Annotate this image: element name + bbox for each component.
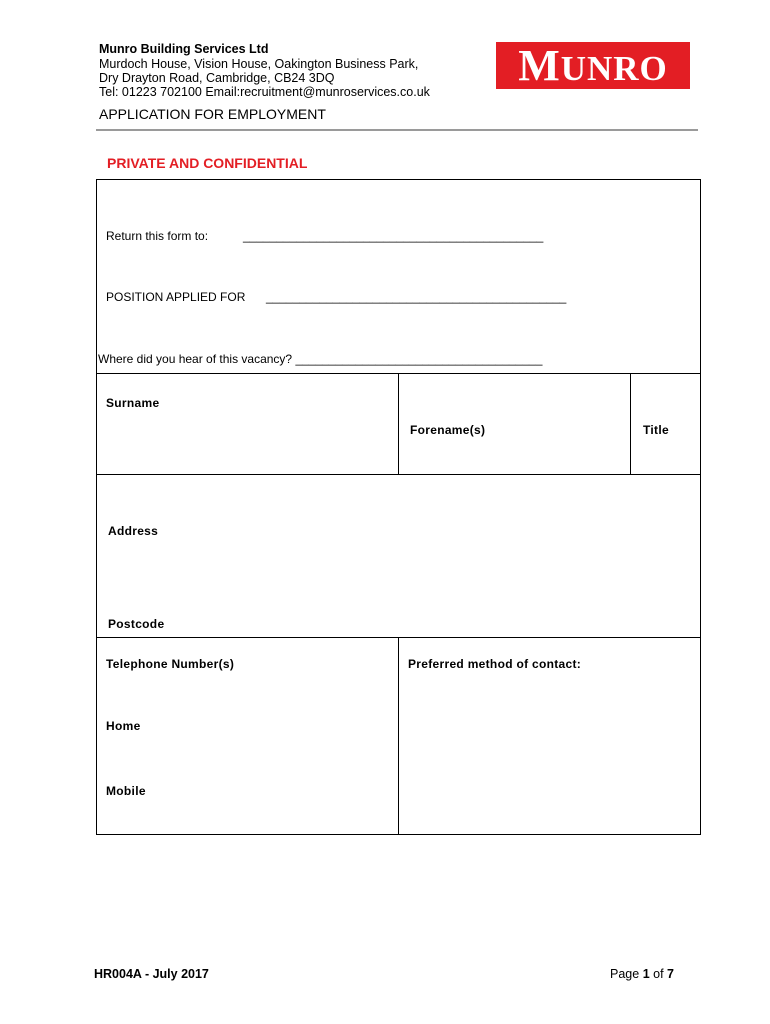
- mobile-phone-field[interactable]: [150, 778, 396, 804]
- forename-label: Forename(s): [410, 423, 486, 437]
- company-address-line-1: Murdoch House, Vision House, Oakington Business Park,: [99, 57, 419, 71]
- header-divider: [96, 129, 698, 131]
- return-form-label: Return this form to:: [106, 229, 209, 243]
- company-contact-line: Tel: 01223 702100 Email:recruitment@munroservices.co.uk: [99, 85, 430, 99]
- home-phone-label: Home: [106, 719, 141, 733]
- forename-field[interactable]: [399, 374, 630, 474]
- page-prefix: Page: [610, 967, 640, 981]
- company-name: Munro Building Services Ltd: [99, 42, 269, 56]
- surname-label: Surname: [106, 396, 160, 410]
- postcode-label: Postcode: [108, 617, 165, 631]
- page-indicator: [610, 967, 674, 981]
- logo-rest: UNRO: [560, 49, 668, 88]
- logo-initial: M: [518, 41, 561, 90]
- home-phone-field[interactable]: [150, 713, 396, 739]
- telephone-label: Telephone Number(s): [106, 657, 235, 671]
- return-form-field[interactable]: _____________________________________________: [243, 229, 544, 243]
- title-field[interactable]: [631, 374, 700, 474]
- confidential-label: PRIVATE AND CONFIDENTIAL: [107, 155, 308, 171]
- position-applied-label: POSITION APPLIED FOR: [106, 290, 246, 304]
- address-label: Address: [108, 524, 159, 538]
- document-reference: HR004A - July 2017: [94, 967, 209, 981]
- company-address-line-2: Dry Drayton Road, Cambridge, CB24 3DQ: [99, 71, 335, 85]
- surname-field[interactable]: [97, 374, 398, 474]
- mobile-phone-label: Mobile: [106, 784, 146, 798]
- document-title: APPLICATION FOR EMPLOYMENT: [99, 106, 326, 122]
- preferred-contact-label: Preferred method of contact:: [408, 657, 582, 671]
- position-applied-field[interactable]: _____________________________________________: [266, 290, 567, 304]
- vacancy-source-field[interactable]: Where did you hear of this vacancy? _____________________________________: [98, 352, 543, 366]
- page-total: 7: [667, 967, 674, 981]
- page-current: 1: [642, 967, 650, 981]
- address-field[interactable]: [97, 475, 700, 637]
- title-label: Title: [643, 423, 669, 437]
- preferred-contact-field[interactable]: [399, 678, 700, 834]
- munro-logo: [496, 42, 690, 89]
- page-of: of: [653, 967, 664, 981]
